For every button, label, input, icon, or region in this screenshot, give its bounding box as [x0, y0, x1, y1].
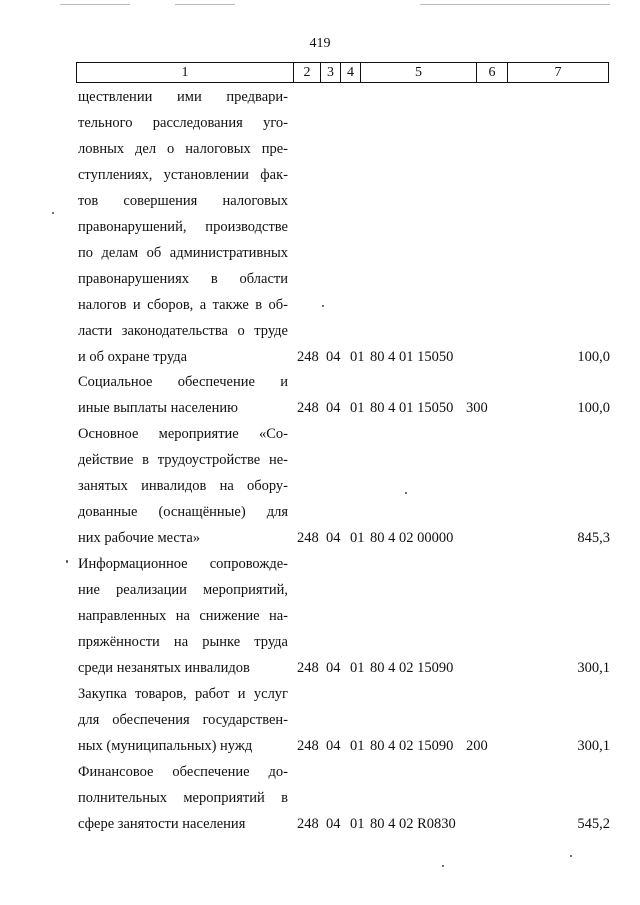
- row-description-line: Основное мероприятие «Со-: [78, 426, 288, 442]
- admin-code: 248: [297, 400, 319, 416]
- section-code: 04: [326, 660, 341, 676]
- row-description-line: действие в трудоустройстве не-: [78, 452, 288, 468]
- row-description-line: занятых инвалидов на обору-: [78, 478, 288, 494]
- row-description-line: налогов и сборов, а также в об-: [78, 297, 288, 313]
- row-description-line: Закупка товаров, работ и услуг: [78, 686, 288, 702]
- target-article-code: 80 4 02 R0830: [370, 816, 456, 832]
- scan-speck: [66, 560, 68, 563]
- admin-code: 248: [297, 530, 319, 546]
- page-number: 419: [309, 36, 331, 51]
- admin-code: 248: [297, 660, 319, 676]
- table-row: [78, 84, 610, 370]
- row-description-line: иные выплаты населению: [78, 400, 238, 416]
- section-code: 04: [326, 530, 341, 546]
- subsection-code: 01: [350, 738, 365, 754]
- row-description-line: ловных дел о налоговых пре-: [78, 141, 288, 157]
- admin-code: 248: [297, 816, 319, 832]
- amount: 845,3: [577, 530, 610, 546]
- table-header: [76, 62, 609, 83]
- column-header-4: 4: [341, 63, 361, 82]
- row-description-line: среди незанятых инвалидов: [78, 660, 250, 676]
- table-row: [78, 681, 610, 759]
- row-description-line: тельного расследования уго-: [78, 115, 288, 131]
- row-description-line: ществлении ими предвари-: [78, 89, 288, 105]
- row-description-line: Информационное сопровожде-: [78, 556, 288, 572]
- scan-speck: [322, 305, 324, 307]
- subsection-code: 01: [350, 400, 365, 416]
- expense-type-code: 200: [466, 738, 488, 754]
- section-code: 04: [326, 400, 341, 416]
- row-description-line: ние реализации мероприятий,: [78, 582, 288, 598]
- table-row: [78, 551, 610, 681]
- row-description-line: по делам об административных: [78, 245, 288, 261]
- amount: 545,2: [577, 816, 610, 832]
- scan-artifact: [420, 4, 610, 5]
- scan-speck: [570, 855, 572, 857]
- target-article-code: 80 4 02 00000: [370, 530, 454, 546]
- row-description-line: сфере занятости населения: [78, 816, 246, 832]
- row-description-line: правонарушениях в области: [78, 271, 288, 287]
- scan-speck: [52, 212, 54, 214]
- column-header-2: 2: [294, 63, 321, 82]
- column-header-7: 7: [554, 65, 562, 80]
- scan-speck: [405, 492, 407, 494]
- target-article-code: 80 4 02 15090: [370, 738, 454, 754]
- row-description-line: ных (муниципальных) нужд: [78, 738, 253, 754]
- scan-speck: [442, 865, 444, 867]
- section-code: 04: [326, 349, 341, 365]
- row-description-line: направленных на снижение на-: [78, 608, 288, 624]
- section-code: 04: [326, 816, 341, 832]
- column-header-1: 1: [77, 63, 294, 82]
- admin-code: 248: [297, 738, 319, 754]
- subsection-code: 01: [350, 816, 365, 832]
- scan-artifact: [175, 4, 235, 5]
- scan-artifact: [60, 4, 130, 5]
- expense-type-code: 300: [466, 400, 488, 416]
- column-header-5: 5: [361, 63, 477, 82]
- amount: 300,1: [577, 660, 610, 676]
- target-article-code: 80 4 02 15090: [370, 660, 454, 676]
- admin-code: 248: [297, 349, 319, 365]
- row-description-line: для обеспечения государствен-: [78, 712, 288, 728]
- row-description-line: них рабочие места»: [78, 530, 201, 546]
- row-description-line: Социальное обеспечение и: [78, 374, 288, 390]
- amount: 300,1: [577, 738, 610, 754]
- section-code: 04: [326, 738, 341, 754]
- amount: 100,0: [577, 349, 610, 365]
- row-description-line: правонарушений, производстве: [78, 219, 288, 235]
- row-description-line: ласти законодательства о труде: [78, 323, 288, 339]
- table-row: [78, 421, 610, 551]
- row-description-line: тов совершения налоговых: [78, 193, 288, 209]
- row-description-line: ступлениях, установлении фак-: [78, 167, 288, 183]
- amount: 100,0: [577, 400, 610, 416]
- column-header-6: 6: [477, 63, 508, 82]
- row-description-line: Финансовое обеспечение до-: [78, 764, 288, 780]
- subsection-code: 01: [350, 660, 365, 676]
- row-description-line: и об охране труда: [78, 349, 188, 365]
- table-row: [78, 369, 610, 421]
- subsection-code: 01: [350, 349, 365, 365]
- row-description-line: дованные (оснащённые) для: [78, 504, 288, 520]
- subsection-code: 01: [350, 530, 365, 546]
- target-article-code: 80 4 01 15050: [370, 349, 454, 365]
- row-description-line: полнительных мероприятий в: [78, 790, 288, 806]
- table-row: [78, 759, 610, 837]
- row-description-line: пряжённости на рынке труда: [78, 634, 288, 650]
- column-header-3: 3: [321, 63, 341, 82]
- target-article-code: 80 4 01 15050: [370, 400, 454, 416]
